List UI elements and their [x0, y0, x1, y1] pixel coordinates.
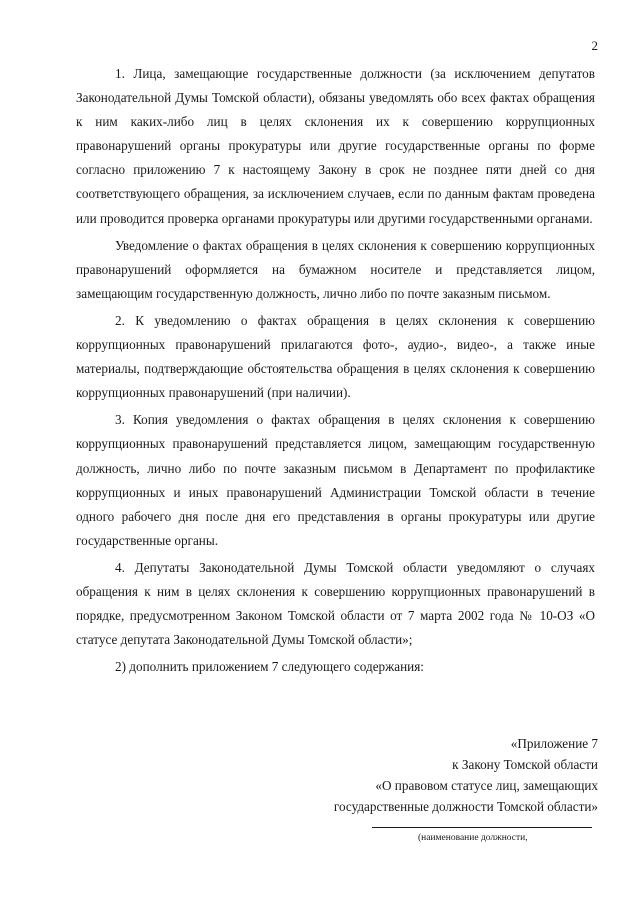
paragraph-1: 1. Лица, замещающие государственные должности (за исключением депутатов Законодательной Думы Томской области), обязаны уведомлять обо всех фактах обращения к ним каких-либо лиц в целях склонения их к совершению коррупционных правонарушений органы прокуратуры или другие государственные органы по форме согласно приложению 7 к настоящему Закону в срок не позднее пяти дней со дня соответствующего обращения, за исключением случаев, если по данным фактам проведена или проводится проверка органами прокуратуры или другими государственными органами. [76, 66, 595, 226]
paragraph-notification: Уведомление о фактах обращения в целях склонения к совершению коррупционных правонарушений оформляется на бумажном носителе и представляется лицом, замещающим государственную должность, лично либо по почте заказным письмом. [76, 237, 595, 301]
appendix-line-3: «О правовом статусе лиц, замещающих [375, 778, 598, 793]
paragraph-amendment: 2) дополнить приложением 7 следующего содержания: [115, 659, 424, 675]
paragraph-2: 2. К уведомлению о фактах обращения в целях склонения к совершению коррупционных правонарушений прилагаются фото-, аудио-, видео-, а также иные материалы, подтверждающие обстоятельства обращения в целях склонения к совершению коррупционных правонарушений (при наличии). [76, 312, 595, 401]
paragraph-3: 3. Копия уведомления о фактах обращения в целях склонения к совершению коррупционных правонарушений представляется лицом, замещающим государственную должность, лично либо по почте заказным письмом в Департамент по профилактике коррупционных и иных правонарушений Администрации Томской области в течение одного рабочего дня после дня его представления в органы прокуратуры или другие государственные органы. [76, 412, 595, 548]
paragraph-4: 4. Депутаты Законодательной Думы Томской области уведомляют о случаях обращения к ним в целях склонения к совершению коррупционных правонарушений в порядке, предусмотренном Законом Томской области от 7 марта 2002 года № 10-ОЗ «О статусе депутата Законодательной Думы Томской области»; [76, 559, 595, 648]
appendix-line-2: к Закону Томской области [452, 757, 598, 772]
form-fill-caption: (наименование должности, [418, 833, 528, 843]
form-fill-line [372, 827, 592, 828]
page-number: 2 [591, 38, 598, 53]
document-body [76, 62, 595, 679]
appendix-heading [334, 733, 598, 817]
appendix-line-4: государственные должности Томской области» [333, 799, 598, 814]
appendix-line-1: «Приложение 7 [510, 736, 598, 751]
